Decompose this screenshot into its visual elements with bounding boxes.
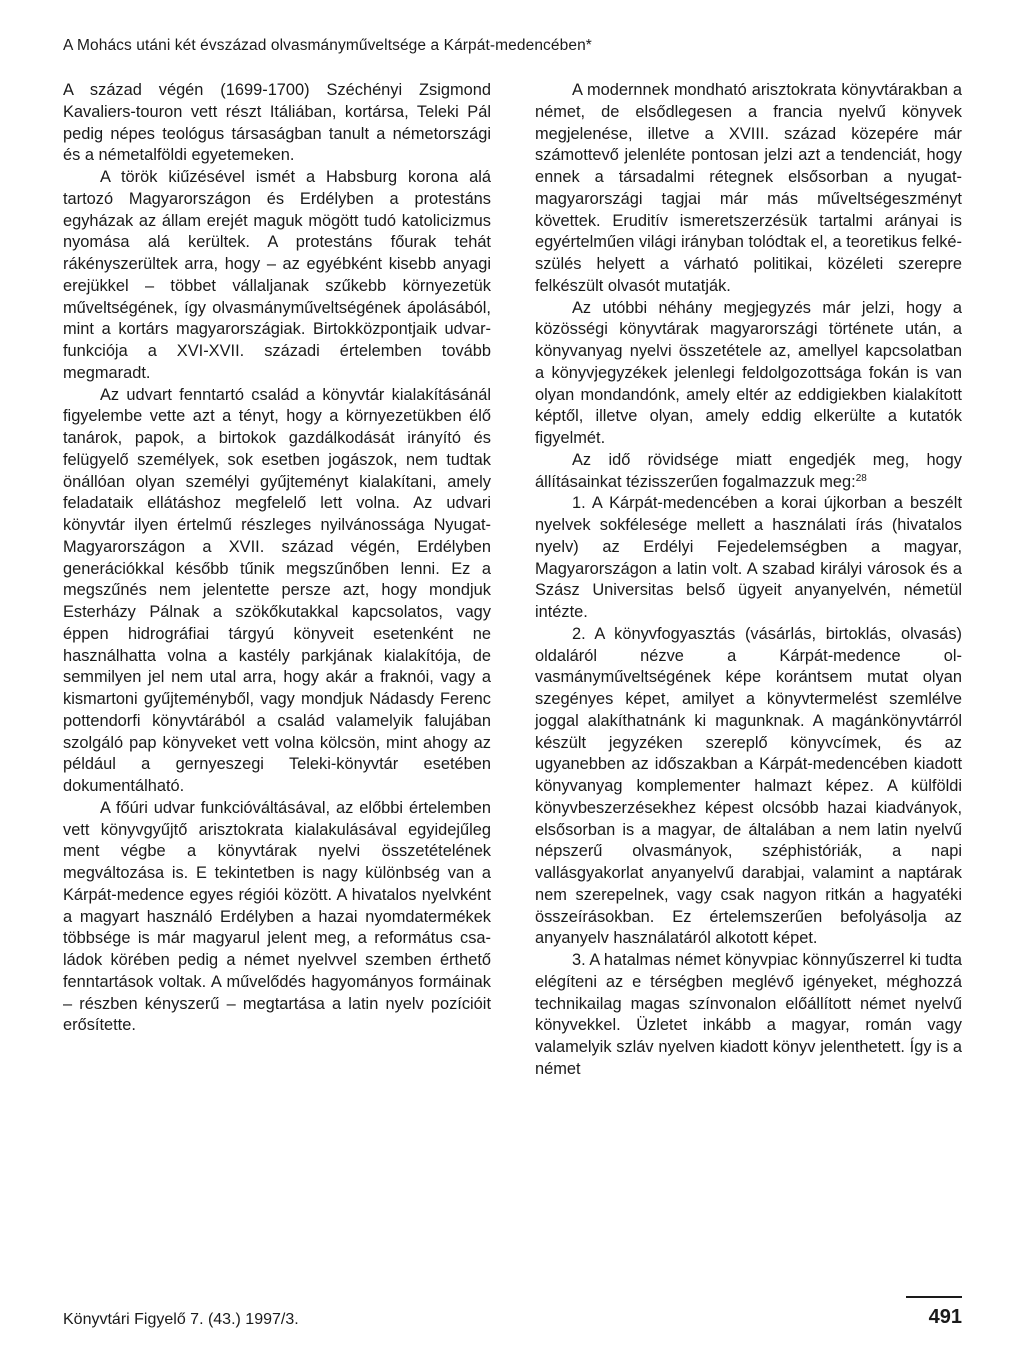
- paragraph: A főúri udvar funkcióváltásával, az előbbi értelemben vett könyvgyűjtő arisztokrata kialakulásával egyidejűleg ment végbe a könyvtárak nyelvi összetételének megváltozása is. E tekintetben is nagy különbség van a Kárpát-medence egyes régiói között. A hivatalos nyelvként a magyart használó Erdélyben a hazai nyomdatermékek többsége is már magyarul jelent meg, a református családok körében pedig a német nyelvvel szemben érthető fenntartások voltak. A művelődés hagyományos formáinak – részben kényszerű – megtartása a latin nyelv pozícióit erősítette.: [63, 798, 491, 1035]
- left-column: [63, 80, 491, 1037]
- paragraph: Az utóbbi néhány megjegyzés már jelzi, hogy a közösségi könyvtárak magyarországi története után, a könyvanyag nyelvi összetétele az, amellyel kapcsolatban a könyvjegyzékek jelenlegi feldolgozottsága fokán is van olyan mondandónk, amely eltér az eddigiekben kialakított képtől, illetve olyan, amely eddig elkerülte a kutatók figyelmét.: [535, 298, 962, 447]
- paragraph: A modernnek mondható arisztokrata könyvtárakban a német, de elsődlegesen a francia nyelvű könyvek megjelenése, illetve a XVIII. század közepére már számottevő jelenléte pontosan jelzi azt a tendenciát, hogy ennek a társadalmi rétegnek elsősorban a nyugat-magyarországi tagjai már más műveltségeszményt követtek. Eruditív ismeretszerzésük tartalmi arányai is egyértelműen világi irányban tolódtak el, a teoretikus felkészülés helyett a várható politikai, közéleti szerepre felkészült olvasót mutatják.: [535, 81, 962, 295]
- paragraph: A török kiűzésével ismét a Habsburg korona alá tartozó Magyarországon és Erdélyben a protestáns egyházak az állam erejét maguk mögött tudó katolicizmus nyomása alá kerültek. A protestáns főurak tehát rákényszerültek arra, hogy – az egyébként kisebb anyagi erejükkel – többet vállaljanak szűkebb környezetük műveltségének, így olvasmányműveltségének ápolásából, mint a kortárs magyarországiak. Birtokközpontjaik udvar-funkciója a XVI-XVII. századi értelemben tovább megmaradt.: [63, 168, 491, 382]
- footer-rule: [906, 1296, 962, 1298]
- thesis-1: 1. A Kárpát-medencében a korai újkorban a beszélt nyelvek sokfélesége mellett a használati írás (hivatalos nyelv) az Erdélyi Fejedelemségben a magyar, Magyarországon a latin volt. A szabad királyi városok és a Szász Universitas belső ügyeit anyanyelvén, németül intézte.: [535, 494, 962, 621]
- paragraph: [535, 450, 962, 494]
- right-column: [535, 80, 962, 1081]
- thesis-3: 3. A hatalmas német könyvpiac könnyűszerrel ki tudta elégíteni az e térségben meglévő igényeket, méghozzá technikailag magas színvonalon előállított német nyelvű könyvekkel. Üzletet inkább a magyar, román vagy valamelyik szláv nyelven kiadott könyv jelenthetett. Így is a német: [535, 951, 962, 1078]
- thesis-2: 2. A könyvfogyasztás (vásárlás, birtoklás, olvasás) oldaláról nézve a Kárpát-medence olvasmányműveltségének képe korántsem mutat olyan szegényes képet, amilyet a könyvtermelést szemlélve joggal alakíthatnánk ki magunknak. A magánkönyvtárról készült jegyzéken szereplő könyvcímek, és az ugyanebben az időszakban a Kárpát-medencében kiadott könyvanyag komplementer halmazt képez. A külföldi könyvbeszerzésekhez képest olcsóbb hazai kiadványok, elsősorban is a magyar, de általában a nem latin nyelvű népszerű olvasmányok, széphistóriák, a napi vallásgyakorlat anyanyelvű darabjai, valamint a naptárak nem szerepelnek, vagy csak nagyon ritkán a hagyatéki összeírásokban. Ez értelemszerűen befolyásolja az anyanyelv használatáról alkotott képet.: [535, 624, 962, 948]
- journal-citation: Könyvtári Figyelő 7. (43.) 1997/3.: [63, 1311, 299, 1328]
- paragraph-text: Az idő rövidsége miatt engedjék meg, hogy állításainkat tézisszerűen fogalmazzuk meg:: [535, 450, 962, 491]
- paragraph: Az udvart fenntartó család a könyvtár kialakításánál figyelembe vette azt a tényt, hogy a környezetükben élő tanárok, papok, a birtokok gazdálkodását irányító és felügyelő személyek, sok esetben jogászok, nem tudtak önállóan olyan személyi gyűjteményt kialakítani, amely feladataik ellátáshoz megfelelő lett volna. Az udvari könyvtár ilyen értelmű részleges nyilvánossága Nyugat-Magyarországon a XVII. század végén, Erdélyben generációkkal később tűnik megszűnőben lenni. Ez a megszűnés nem jelentette persze azt, hogy mondjuk Esterházy Pálnak a szökőkutakkal kapcsolatos, vagy éppen hidrográfiai tárgyú könyveit esetenként ne használhatta volna a kastély parkjának kialakítója, de semmilyen jel nem utal arra, hogy akár a fraknói, vagy a kismartoni gyűjteményből, vagy mondjuk Nádasdy Ferenc pottendorfi könyvtárából a család valamelyik falujában szolgáló pap könyveket vett volna kölcsön, mint ahogy az például a gernyeszegi Teleki-könyvtár esetében dokumentálható.: [63, 385, 491, 795]
- page-number: 491: [928, 1306, 962, 1328]
- footnote-marker[interactable]: 28: [855, 472, 867, 484]
- paragraph: A század végén (1699-1700) Széchényi Zsigmond Kavaliers-touron vett részt Itáliában, kortársa, Teleki Pál pedig népes teológus társaságban tanult a németországi és a németalföldi egyetemeken.: [63, 81, 491, 165]
- running-head: A Mohács utáni két évszázad olvasmányműveltsége a Kárpát-medencében*: [63, 37, 592, 54]
